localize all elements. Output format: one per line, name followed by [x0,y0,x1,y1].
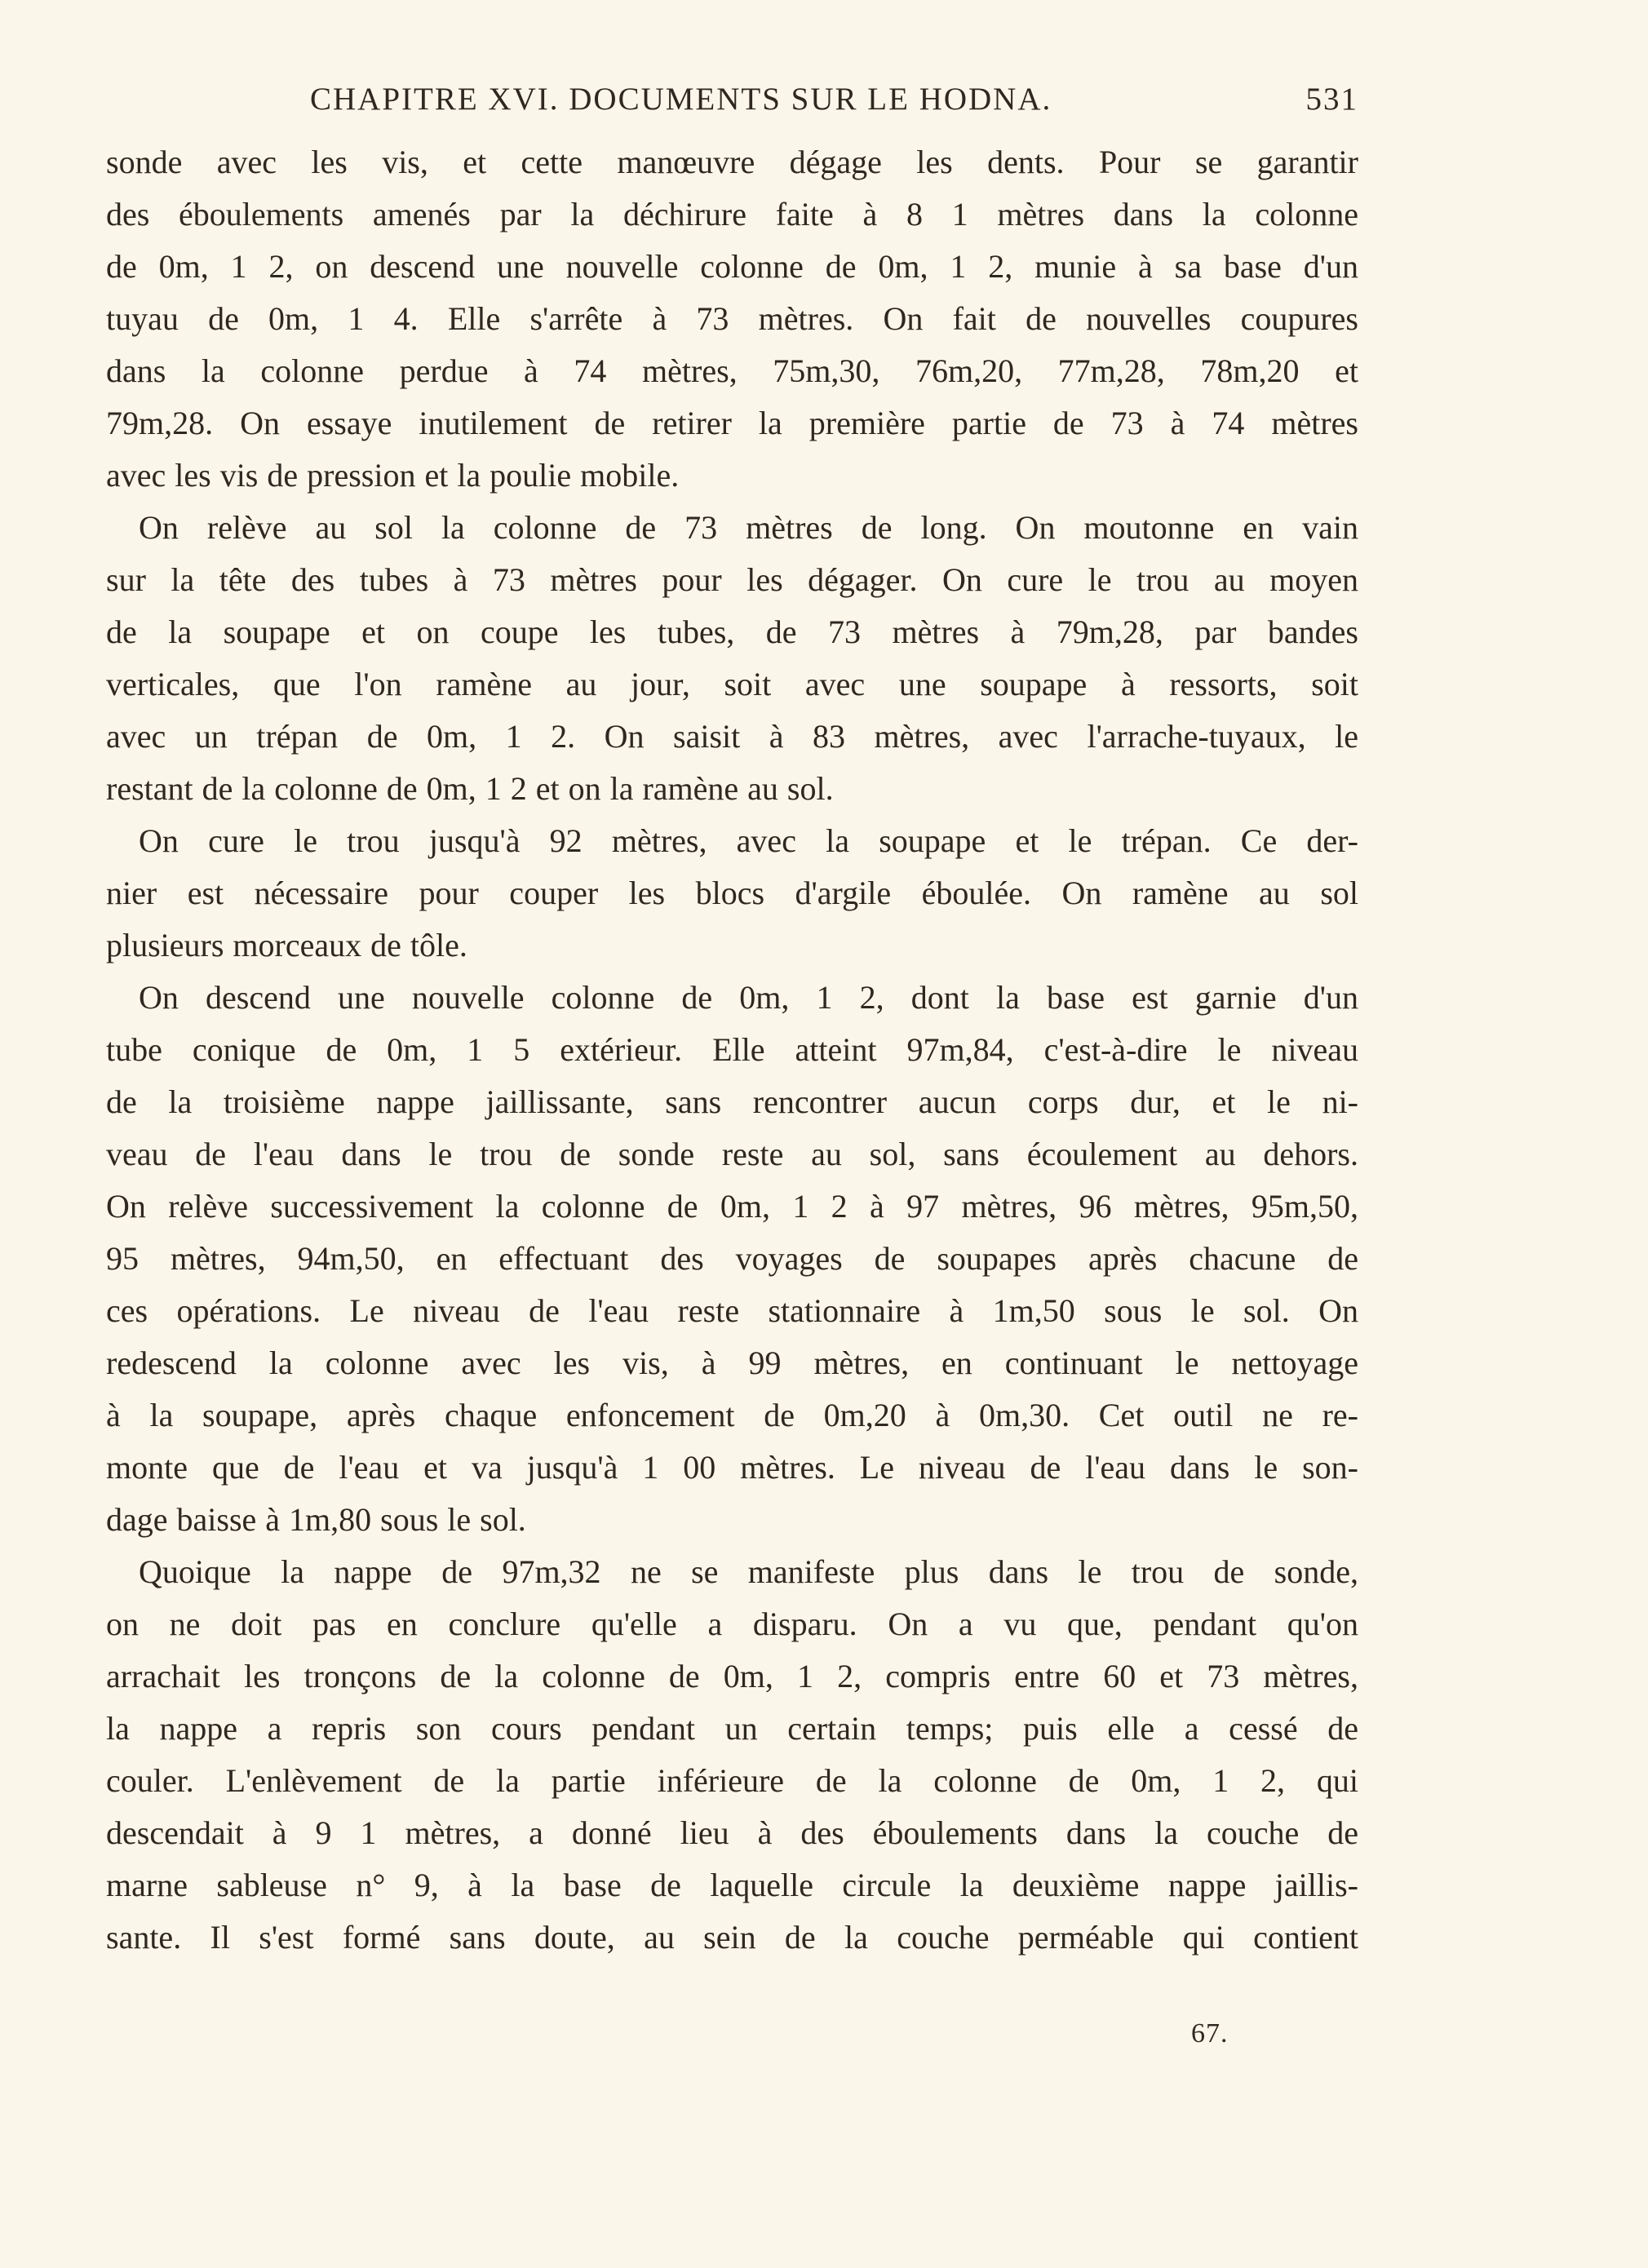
text-line: On cure le trou jusqu'à 92 mètres, avec la soupape et le trépan. Ce der- [139,822,1358,859]
text-line: sonde avec les vis, et cette manœuvre dégage les dents. Pour se garantir [106,144,1358,180]
text-line: sante. Il s'est formé sans doute, au sein de la couche perméable qui contient [106,1919,1358,1956]
text-line: des éboulements amenés par la déchirure faite à 8 1 mètres dans la colonne [106,196,1358,233]
text-line: plusieurs morceaux de tôle. [106,927,467,963]
text-line: à la soupape, après chaque enfoncement de 0m,20 à 0m,30. Cet outil ne re- [106,1397,1358,1433]
text-line: avec les vis de pression et la poulie mobile. [106,457,680,494]
text-line: sur la tête des tubes à 73 mètres pour les dégager. On cure le trou au moyen [106,561,1358,598]
text-line: couler. L'enlèvement de la partie inférieure de la colonne de 0m, 1 2, qui [106,1762,1358,1799]
text-line: On relève successivement la colonne de 0m, 1 2 à 97 mètres, 96 mètres, 95m,50, [106,1188,1358,1225]
chapter-title: CHAPITRE XVI. DOCUMENTS SUR LE HODNA. [310,82,1052,117]
text-line: on ne doit pas en conclure qu'elle a disparu. On a vu que, pendant qu'on [106,1606,1358,1642]
text-line: tuyau de 0m, 1 4. Elle s'arrête à 73 mètres. On fait de nouvelles coupures [106,300,1358,337]
page-number: 531 [1305,82,1358,117]
text-line: nier est nécessaire pour couper les blocs d'argile éboulée. On ramène au sol [106,875,1358,911]
text-line: On relève au sol la colonne de 73 mètres de long. On moutonne en vain [139,509,1358,546]
text-line: veau de l'eau dans le trou de sonde reste au sol, sans écoulement au dehors. [106,1136,1358,1172]
signature-mark: 67. [1191,2018,1229,2049]
text-line: 79m,28. On essaye inutilement de retirer la première partie de 73 à 74 mètres [106,405,1358,441]
text-line: restant de la colonne de 0m, 1 2 et on la ramène au sol. [106,770,834,807]
text-line: dans la colonne perdue à 74 mètres, 75m,30, 76m,20, 77m,28, 78m,20 et [106,352,1358,389]
text-line: ces opérations. Le niveau de l'eau reste stationnaire à 1m,50 sous le sol. On [106,1292,1358,1329]
text-line: verticales, que l'on ramène au jour, soit avec une soupape à ressorts, soit [106,666,1358,702]
text-line: la nappe a repris son cours pendant un certain temps; puis elle a cessé de [106,1710,1358,1747]
text-line: monte que de l'eau et va jusqu'à 1 00 mètres. Le niveau de l'eau dans le son- [106,1449,1358,1486]
text-line: marne sableuse n° 9, à la base de laquelle circule la deuxième nappe jaillis- [106,1867,1358,1903]
text-line: Quoique la nappe de 97m,32 ne se manifeste plus dans le trou de sonde, [139,1553,1358,1590]
text-line: dage baisse à 1m,80 sous le sol. [106,1501,526,1538]
text-line: On descend une nouvelle colonne de 0m, 1 2, dont la base est garnie d'un [139,979,1358,1016]
text-line: descendait à 9 1 mètres, a donné lieu à des éboulements dans la couche de [106,1814,1358,1851]
text-line: redescend la colonne avec les vis, à 99 mètres, en continuant le nettoyage [106,1344,1358,1381]
text-line: de 0m, 1 2, on descend une nouvelle colonne de 0m, 1 2, munie à sa base d'un [106,248,1358,285]
running-header [106,75,1358,124]
text-line: avec un trépan de 0m, 1 2. On saisit à 83 mètres, avec l'arrache-tuyaux, le [106,718,1358,755]
text-line: tube conique de 0m, 1 5 extérieur. Elle atteint 97m,84, c'est-à-dire le niveau [106,1031,1358,1068]
text-line: de la soupape et on coupe les tubes, de 73 mètres à 79m,28, par bandes [106,614,1358,650]
body-text [106,136,1358,1964]
text-line: 95 mètres, 94m,50, en effectuant des voyages de soupapes après chacune de [106,1240,1358,1277]
text-line: de la troisième nappe jaillissante, sans rencontrer aucun corps dur, et le ni- [106,1083,1358,1120]
text-line: arrachait les tronçons de la colonne de 0m, 1 2, compris entre 60 et 73 mètres, [106,1658,1358,1694]
